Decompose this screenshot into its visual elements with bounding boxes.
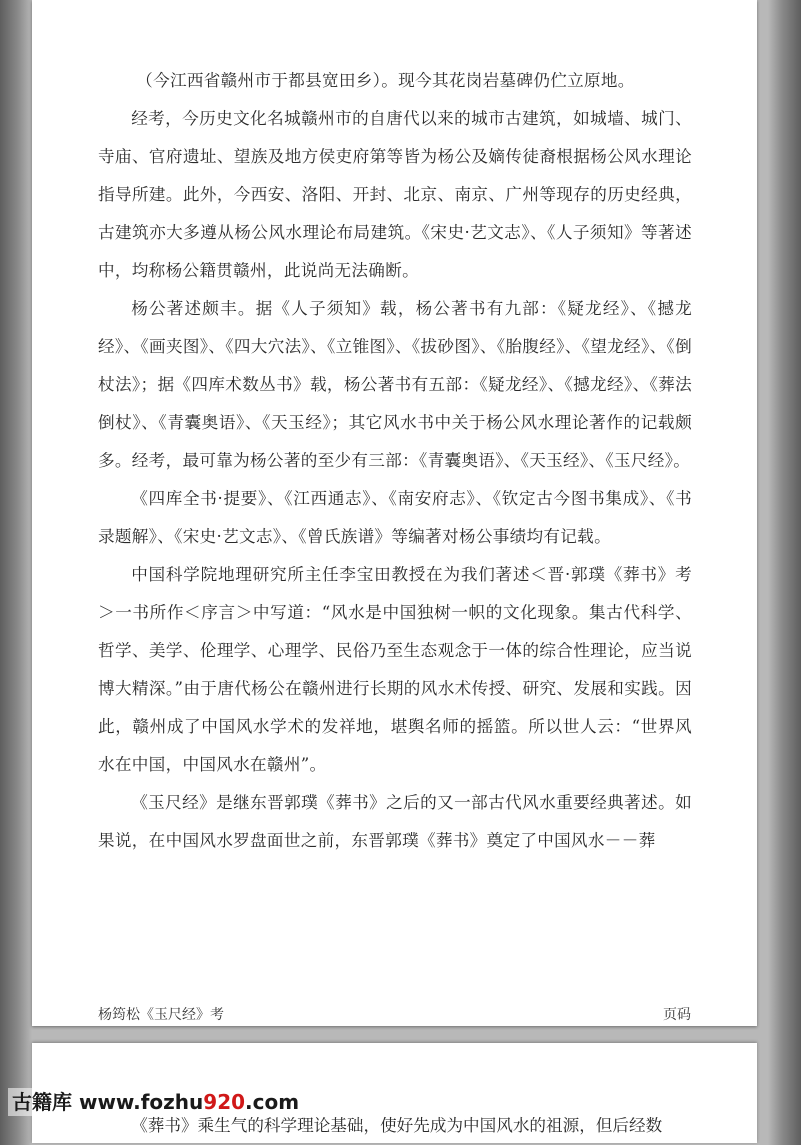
next-page-line: 《葬书》乘生气的科学理论基础，使好先成为中国风水的祖源，但后经数 (131, 1116, 663, 1135)
watermark-url-prefix: www.fozhu (78, 1090, 204, 1114)
paragraph-2: 经考，今历史文化名城赣州市的自唐代以来的城市古建筑，如城墙、城门、寺庙、官府遗址、望族及地方侯吏府第等皆为杨公及嫡传徒裔根据杨公风水理论指导所建。此外，今西安、洛阳、开封、北京、南京、广州等现存的历史经典，古建筑亦大多遵从杨公风水理论布局建筑。《宋史·艺文志》、《人子须知》等著述中，均称杨公籍贯赣州，此说尚无法确断。 (98, 109, 692, 280)
paragraph-6: 《玉尺经》是继东晋郭璞《葬书》之后的又一部古代风水重要经典著述。如果说，在中国风水罗盘面世之前，东晋郭璞《葬书》奠定了中国风水－－葬 (98, 793, 692, 850)
paragraph-4: 《四库全书·提要》、《江西通志》、《南安府志》、《钦定古今图书集成》、《书录题解》、《宋史·艺文志》、《曾氏族谱》等编著对杨公事绩均有记载。 (98, 489, 692, 546)
site-watermark (8, 1088, 303, 1116)
body-text (98, 62, 692, 860)
watermark-site-name: 古籍库 (12, 1090, 72, 1114)
paragraph-5: 中国科学院地理研究所主任李宝田教授在为我们著述＜晋·郭璞《葬书》考＞一书所作＜序言＞中写道：“风水是中国独树一帜的文化现象。集古代科学、哲学、美学、伦理学、心理学、民俗乃至生态观念于一体的综合性理论，应当说博大精深。”由于唐代杨公在赣州进行长期的风水术传授、研究、发展和实践。因此，赣州成了中国风水学术的发祥地，堪舆名师的摇篮。所以世人云：“世界风水在中国，中国风水在赣州”。 (98, 565, 692, 774)
watermark-url-suffix: .com (245, 1090, 300, 1114)
watermark-url (79, 1090, 299, 1114)
paragraph-3: 杨公著述颇丰。据《人子须知》载，杨公著书有九部：《疑龙经》、《撼龙经》、《画夹图》、《四大穴法》、《立锥图》、《拔砂图》、《胎腹经》、《望龙经》、《倒杖法》；据《四库术数丛书》载，杨公著书有五部：《疑龙经》、《撼龙经》、《葬法倒杖》、《青囊奥语》、《天玉经》；其它风水书中关于杨公风水理论著作的记载颇多。经考，最可靠为杨公著的至少有三部：《青囊奥语》、《天玉经》、《玉尺经》。 (98, 299, 692, 470)
document-page (32, 0, 757, 1026)
footer-title: 杨筠松《玉尺经》考 (98, 1007, 224, 1023)
footer-page-number: 页码 (663, 1007, 691, 1023)
paragraph-1: （今江西省赣州市于都县宽田乡）。现今其花岗岩墓碑仍伫立原地。 (136, 71, 635, 90)
watermark-url-number: 920 (203, 1090, 246, 1114)
